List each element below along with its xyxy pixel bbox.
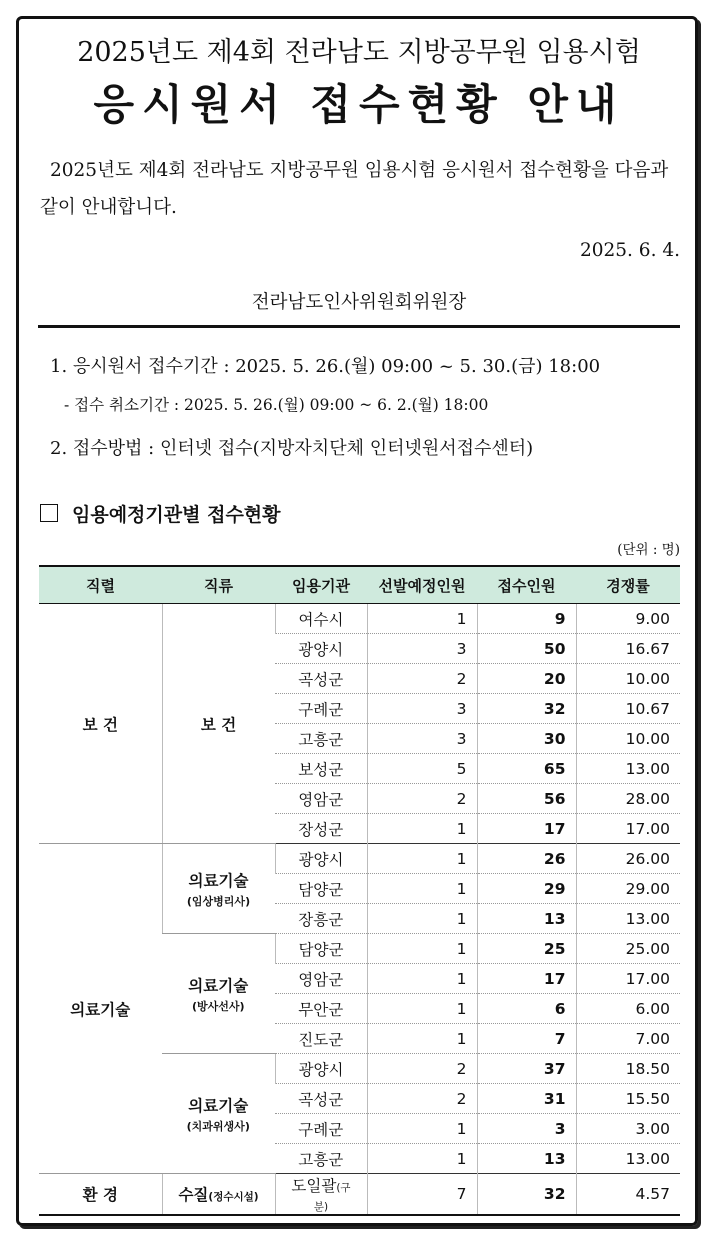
- applicants-cell: 3: [477, 1114, 576, 1144]
- section-heading: [40, 500, 281, 527]
- applicants-cell: 26: [477, 844, 576, 874]
- agency-cell: 곡성군: [275, 664, 367, 694]
- class-name: 의료기술: [188, 871, 249, 890]
- agency-cell: 장흥군: [275, 904, 367, 934]
- agency-sub: (구분): [313, 1182, 351, 1213]
- applicants-cell: 30: [477, 724, 576, 754]
- applicants-cell: 17: [477, 964, 576, 994]
- planned-cell: 1: [367, 1024, 477, 1054]
- table-row: [39, 1174, 680, 1216]
- agency-cell: 무안군: [275, 994, 367, 1024]
- planned-cell: 1: [367, 994, 477, 1024]
- table-row: [39, 604, 680, 634]
- ratio-cell: 10.00: [576, 724, 680, 754]
- planned-cell: 2: [367, 1054, 477, 1084]
- agency-cell: 장성군: [275, 814, 367, 844]
- table-row: [39, 844, 680, 874]
- agency-cell: 광양시: [275, 634, 367, 664]
- ratio-cell: 10.00: [576, 664, 680, 694]
- divider: [38, 325, 680, 328]
- planned-cell: 1: [367, 604, 477, 634]
- title-line-2: 응시원서 접수현황 안내: [93, 80, 625, 129]
- applicants-cell: 65: [477, 754, 576, 784]
- planned-cell: 1: [367, 874, 477, 904]
- section-title: 임용예정기관별 접수현황: [72, 504, 281, 526]
- planned-cell: 2: [367, 784, 477, 814]
- agency-cell: 고흥군: [275, 724, 367, 754]
- planned-cell: 1: [367, 844, 477, 874]
- agency-cell: 여수시: [275, 604, 367, 634]
- class-sub: (임상병리사): [186, 894, 251, 908]
- agency-cell: 광양시: [275, 844, 367, 874]
- agency-cell: 구례군: [275, 1114, 367, 1144]
- agency-cell: [275, 1174, 367, 1216]
- title-line-1: 2025년도 제4회 전라남도 지방공무원 임용시험: [77, 37, 641, 68]
- cancel-period: - 접수 취소기간 : 2025. 5. 26.(월) 09:00 ~ 6. 2.(월) 18:00: [64, 396, 489, 414]
- planned-cell: 2: [367, 1084, 477, 1114]
- class-water-quality: [162, 1174, 275, 1216]
- checkbox-square-icon: [40, 504, 58, 522]
- planned-cell: 1: [367, 904, 477, 934]
- applicants-cell: 56: [477, 784, 576, 814]
- ratio-cell: 7.00: [576, 1024, 680, 1054]
- applicants-cell: 31: [477, 1084, 576, 1114]
- agency-cell: 보성군: [275, 754, 367, 784]
- planned-cell: 3: [367, 694, 477, 724]
- applicants-cell: 32: [477, 1174, 576, 1216]
- applicants-cell: 25: [477, 934, 576, 964]
- header-series: 직렬: [39, 566, 162, 604]
- applicants-cell: 9: [477, 604, 576, 634]
- agency-cell: 곡성군: [275, 1084, 367, 1114]
- class-medtech-clinical: [162, 844, 275, 934]
- applicants-cell: 7: [477, 1024, 576, 1054]
- intro-paragraph: 2025년도 제4회 전라남도 지방공무원 임용시험 응시원서 접수현황을 다음과 같이 안내합니다.: [40, 160, 669, 218]
- applicants-cell: 50: [477, 634, 576, 664]
- agency-cell: 진도군: [275, 1024, 367, 1054]
- ratio-cell: 3.00: [576, 1114, 680, 1144]
- applicants-cell: 13: [477, 904, 576, 934]
- ratio-cell: 10.67: [576, 694, 680, 724]
- header-ratio: 경쟁률: [576, 566, 680, 604]
- planned-cell: 1: [367, 1114, 477, 1144]
- series-environment: 환 경: [39, 1174, 162, 1216]
- ratio-cell: 16.67: [576, 634, 680, 664]
- class-medtech-dental: [162, 1054, 275, 1174]
- class-sub: (치과위생사): [186, 1119, 250, 1133]
- applicant-table: [39, 565, 680, 1216]
- applicants-cell: 37: [477, 1054, 576, 1084]
- notice-date: 2025. 6. 4.: [579, 240, 680, 261]
- ratio-cell: 13.00: [576, 1144, 680, 1174]
- applicants-cell: 32: [477, 694, 576, 724]
- planned-cell: 1: [367, 964, 477, 994]
- ratio-cell: 18.50: [576, 1054, 680, 1084]
- class-name: 의료기술: [188, 976, 249, 995]
- ratio-cell: 17.00: [576, 964, 680, 994]
- planned-cell: 3: [367, 634, 477, 664]
- ratio-cell: 25.00: [576, 934, 680, 964]
- class-sub: (방사선사): [191, 999, 245, 1013]
- applicants-cell: 13: [477, 1144, 576, 1174]
- series-health: 보 건: [39, 604, 162, 844]
- header-planned: 선발예정인원: [367, 566, 477, 604]
- agency-cell: 고흥군: [275, 1144, 367, 1174]
- agency-cell: 영암군: [275, 964, 367, 994]
- ratio-cell: 29.00: [576, 874, 680, 904]
- ratio-cell: 6.00: [576, 994, 680, 1024]
- header-agency: 임용기관: [275, 566, 367, 604]
- application-method: 2. 접수방법 : 인터넷 접수(지방자치단체 인터넷원서접수센터): [50, 438, 534, 459]
- planned-cell: 5: [367, 754, 477, 784]
- table-header-row: [39, 566, 680, 604]
- ratio-cell: 26.00: [576, 844, 680, 874]
- planned-cell: 1: [367, 1144, 477, 1174]
- planned-cell: 1: [367, 934, 477, 964]
- agency-cell: 구례군: [275, 694, 367, 724]
- planned-cell: 2: [367, 664, 477, 694]
- ratio-cell: 17.00: [576, 814, 680, 844]
- applicants-cell: 20: [477, 664, 576, 694]
- header-applicants: 접수인원: [477, 566, 576, 604]
- class-name: 의료기술: [188, 1096, 249, 1115]
- planned-cell: 1: [367, 814, 477, 844]
- signature: 전라남도인사위원회위원장: [251, 292, 467, 313]
- class-name: 수질: [178, 1186, 209, 1204]
- planned-cell: 3: [367, 724, 477, 754]
- header-class: 직류: [162, 566, 275, 604]
- ratio-cell: 13.00: [576, 754, 680, 784]
- applicants-cell: 29: [477, 874, 576, 904]
- unit-label: (단위 : 명): [617, 542, 680, 558]
- class-health: 보 건: [162, 604, 275, 844]
- applicants-cell: 6: [477, 994, 576, 1024]
- agency-name: 도일괄: [291, 1177, 337, 1195]
- agency-cell: 담양군: [275, 874, 367, 904]
- agency-cell: 담양군: [275, 934, 367, 964]
- ratio-cell: 28.00: [576, 784, 680, 814]
- ratio-cell: 9.00: [576, 604, 680, 634]
- series-medtech: 의료기술: [39, 844, 162, 1174]
- applicants-cell: 17: [477, 814, 576, 844]
- class-medtech-radiology: [162, 934, 275, 1054]
- ratio-cell: 4.57: [576, 1174, 680, 1216]
- class-sub: (정수시설): [208, 1191, 259, 1203]
- application-period: 1. 응시원서 접수기간 : 2025. 5. 26.(월) 09:00 ~ 5. 30.(금) 18:00: [50, 356, 601, 377]
- ratio-cell: 15.50: [576, 1084, 680, 1114]
- agency-cell: 광양시: [275, 1054, 367, 1084]
- ratio-cell: 13.00: [576, 904, 680, 934]
- agency-cell: 영암군: [275, 784, 367, 814]
- planned-cell: 7: [367, 1174, 477, 1216]
